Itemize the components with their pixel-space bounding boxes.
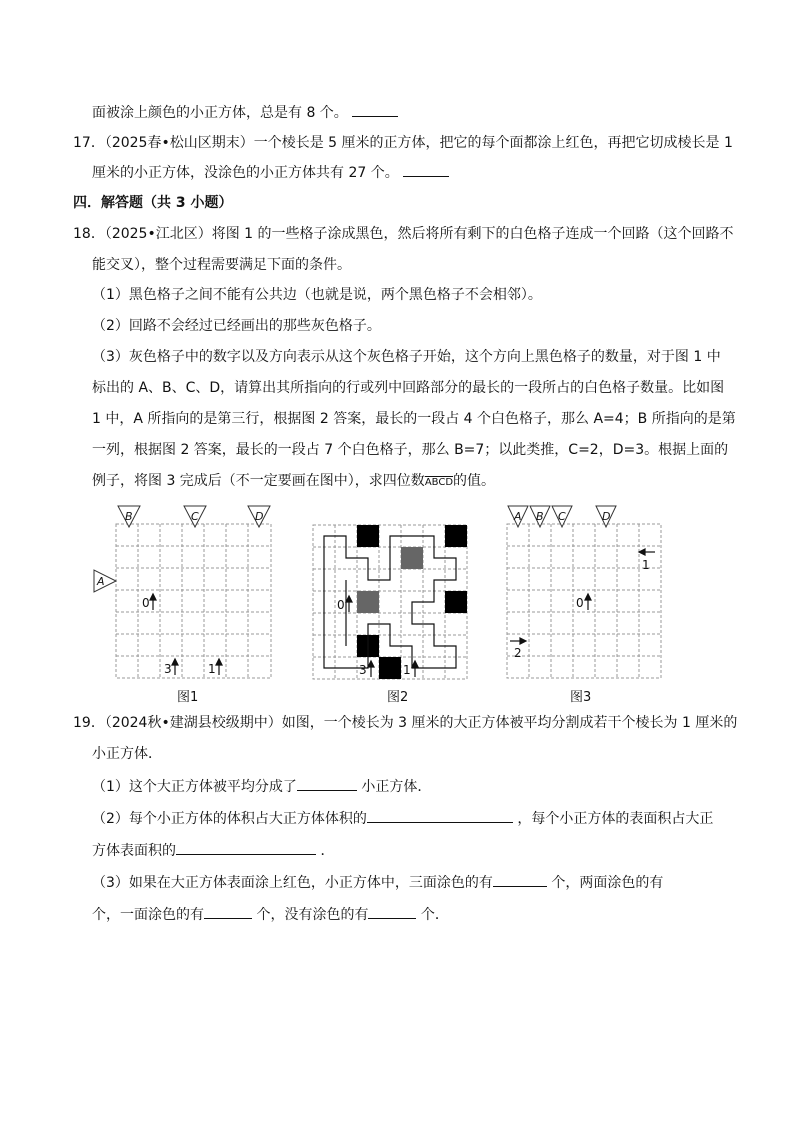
marker-label: B xyxy=(125,510,133,523)
text-line: 厘米的小正方体，没涂色的小正方体共有 27 个。 xyxy=(92,162,449,183)
text-line: 一列，根据图 2 答案，最长的一段占 7 个白色格子，那么 B=7；以此类推，C=2，D=3。根据上面的 xyxy=(92,442,729,458)
question-19: 19．（2024秋•建湖县校级期中）如图，一个棱长为 3 厘米的大正方体被平均分割成若干个棱长为 1 厘米的 xyxy=(73,715,738,731)
answer-blank[interactable] xyxy=(352,102,398,117)
answer-blank[interactable] xyxy=(367,808,513,823)
clue-number: 1 xyxy=(208,662,216,676)
marker-label: A xyxy=(514,510,522,523)
figure-caption: 图3 xyxy=(570,690,592,705)
sub-question-3: （3）如果在大正方体表面涂上红色，小正方体中，三面涂色的有 个，两面涂色的有 xyxy=(92,872,663,893)
clue-number: 2 xyxy=(514,646,522,660)
marker-label: C xyxy=(191,510,199,523)
figure-caption: 图1 xyxy=(177,690,199,705)
sub-question-1: （1）这个大正方体被平均分成了 小正方体． xyxy=(92,776,431,797)
clue-number: 0 xyxy=(337,598,345,612)
clue-number: 0 xyxy=(142,596,150,610)
sub-question-2: （2）每个小正方体的体积占大正方体体积的 ，每个小正方体的表面积占大正 xyxy=(92,808,713,829)
black-cell xyxy=(445,525,467,547)
overline-number: ABCD xyxy=(424,477,454,488)
text-line: 能交叉），整个过程需要满足下面的条件。 xyxy=(92,257,351,273)
figure-1 xyxy=(90,503,275,683)
text-line: 面被涂上颜色的小正方体，总是有 8 个。 xyxy=(92,102,398,123)
figure-caption: 图2 xyxy=(387,690,409,705)
text-line: 方体表面积的 ． xyxy=(92,840,334,861)
black-cell xyxy=(357,525,379,547)
text-line: 小正方体． xyxy=(92,746,162,762)
marker-label: C xyxy=(558,510,566,523)
section-heading: 四．解答题（共 3 小题） xyxy=(73,195,233,211)
marker-label: D xyxy=(255,510,264,523)
answer-blank[interactable] xyxy=(403,162,449,177)
figure-3 xyxy=(500,503,665,683)
marker-label: A xyxy=(97,575,105,588)
answer-blank[interactable] xyxy=(368,904,416,919)
clue-number: 1 xyxy=(642,558,650,572)
black-cell xyxy=(379,657,401,679)
answer-blank[interactable] xyxy=(204,904,252,919)
clue-number: 0 xyxy=(576,596,584,610)
question-18: 18．（2025•江北区）将图 1 的一些格子涂成黑色，然后将所有剩下的白色格子连成一个回路（这个回路不 xyxy=(73,226,734,242)
gray-cell xyxy=(401,547,423,569)
gray-cell xyxy=(357,591,379,613)
text-line: 1 中，A 所指向的是第三行，根据图 2 答案，最长的一段占 4 个白色格子，那么 A=4；B 所指向的是第 xyxy=(92,411,736,427)
condition-3: （3）灰色格子中的数字以及方向表示从这个灰色格子开始，这个方向上黑色格子的数量，对于图 1 中 xyxy=(92,349,721,365)
black-cell xyxy=(445,591,467,613)
question-17: 17．（2025春•松山区期末）一个棱长是 5 厘米的正方体，把它的每个面都涂上红色，再把它切成棱长是 1 xyxy=(73,135,733,151)
answer-blank[interactable] xyxy=(493,872,547,887)
clue-number: 3 xyxy=(164,662,172,676)
clue-number: 1 xyxy=(403,663,411,677)
marker-label: B xyxy=(536,510,544,523)
text-line: 个，一面涂色的有 个，没有涂色的有 个． xyxy=(92,904,449,925)
marker-label: D xyxy=(602,510,611,523)
figure-2 xyxy=(310,522,470,682)
text-line: 例子，将图 3 完成后（不一定要画在图中），求四位数ABCD的值。 xyxy=(92,473,496,489)
answer-blank[interactable] xyxy=(176,840,316,855)
clue-number: 3 xyxy=(359,663,367,677)
condition-2: （2）回路不会经过已经画出的那些灰色格子。 xyxy=(92,318,381,334)
text-line: 标出的 A、B、C、D，请算出其所指向的行或列中回路部分的最长的一段所占的白色格子数量。比如图 xyxy=(92,380,725,396)
condition-1: （1）黑色格子之间不能有公共边（也就是说，两个黑色格子不会相邻）。 xyxy=(92,287,542,303)
answer-blank[interactable] xyxy=(297,776,357,791)
